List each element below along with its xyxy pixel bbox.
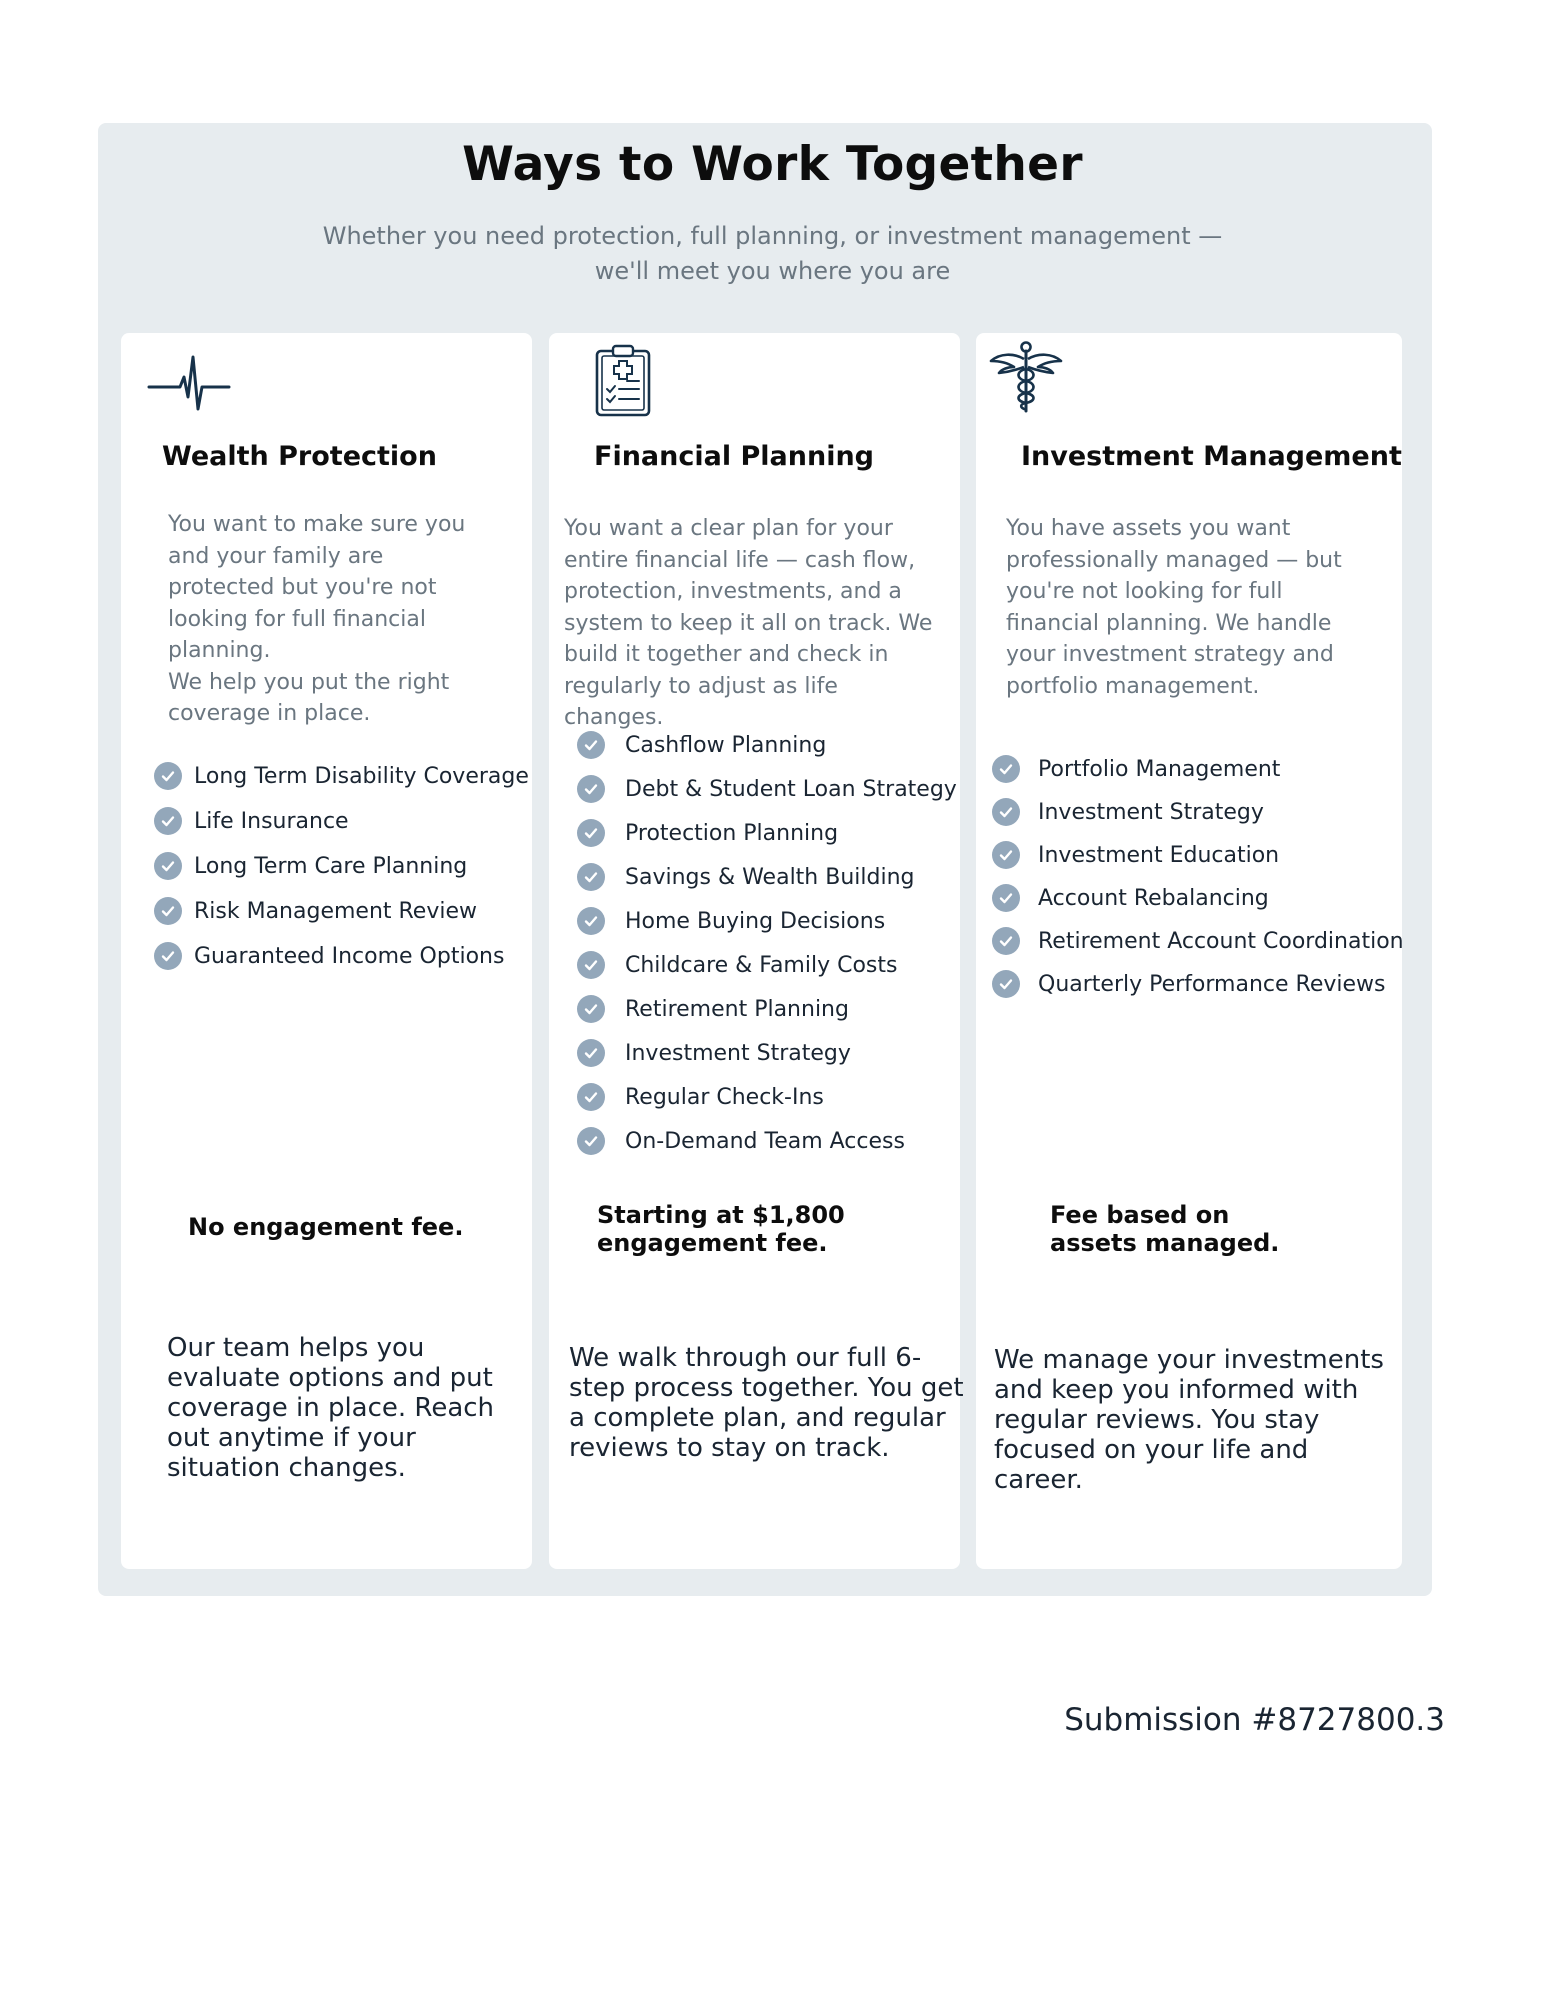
submission-number: Submission #8727800.3 (1064, 1702, 1445, 1738)
check-icon (154, 762, 182, 790)
list-item (154, 852, 529, 880)
closing-text: Our team helps you evaluate options and put coverage in place. Reach out anytime if your situation changes. (167, 1333, 495, 1483)
check-icon (992, 927, 1020, 955)
check-icon (577, 731, 605, 759)
feature-label: Childcare & Family Costs (625, 952, 898, 978)
list-item (154, 897, 529, 925)
card-investment-management (976, 333, 1402, 1569)
subtitle-line-1: Whether you need protection, full planning, or investment management — (322, 222, 1223, 250)
clipboard-icon (593, 343, 653, 423)
feature-label: On-Demand Team Access (625, 1128, 905, 1154)
feature-label: Regular Check-Ins (625, 1084, 824, 1110)
check-icon (577, 1127, 605, 1155)
check-icon (577, 907, 605, 935)
list-item (577, 1039, 957, 1067)
feature-label: Protection Planning (625, 820, 839, 846)
feature-label: Account Rebalancing (1038, 885, 1269, 911)
list-item (577, 731, 957, 759)
card-title: Financial Planning (594, 441, 875, 472)
check-icon (577, 1039, 605, 1067)
caduceus-icon (988, 339, 1064, 419)
feature-list (577, 731, 957, 1171)
fee-text: No engagement fee. (188, 1213, 464, 1241)
feature-label: Cashflow Planning (625, 732, 827, 758)
list-item (577, 819, 957, 847)
check-icon (154, 897, 182, 925)
check-icon (992, 970, 1020, 998)
feature-label: Long Term Disability Coverage (194, 763, 529, 789)
card-title: Investment Management (1021, 441, 1402, 472)
check-icon (992, 755, 1020, 783)
page-title: Ways to Work Together (462, 137, 1083, 192)
feature-label: Long Term Care Planning (194, 853, 468, 879)
feature-label: Debt & Student Loan Strategy (625, 776, 957, 802)
card-title: Wealth Protection (162, 441, 437, 472)
check-icon (577, 863, 605, 891)
list-item (577, 1083, 957, 1111)
fee-text: Fee based on assets managed. (1050, 1201, 1280, 1257)
feature-label: Life Insurance (194, 808, 349, 834)
list-item (577, 1127, 957, 1155)
check-icon (577, 995, 605, 1023)
check-icon (577, 819, 605, 847)
feature-label: Home Buying Decisions (625, 908, 886, 934)
list-item (577, 907, 957, 935)
feature-label: Retirement Planning (625, 996, 849, 1022)
list-item (154, 942, 529, 970)
list-item (577, 951, 957, 979)
list-item (992, 755, 1404, 783)
card-financial-planning (549, 333, 964, 1569)
card-description: You have assets you want professionally managed — but you're not looking for full financial planning. We handle your investment strategy and portfolio management. (1006, 516, 1342, 699)
feature-label: Portfolio Management (1038, 756, 1281, 782)
card-description-text: We help you put the right coverage in place. (168, 669, 450, 726)
list-item (154, 807, 529, 835)
feature-list (992, 755, 1404, 1013)
fee-text: Starting at $1,800 engagement fee. (597, 1201, 845, 1257)
feature-list (154, 762, 529, 987)
feature-label: Quarterly Performance Reviews (1038, 971, 1386, 997)
check-icon (992, 884, 1020, 912)
subtitle-line-2: we'll meet you where you are (594, 257, 951, 285)
list-item (992, 884, 1404, 912)
feature-label: Guaranteed Income Options (194, 943, 505, 969)
check-icon (154, 852, 182, 880)
card-wealth-protection (121, 333, 532, 1569)
closing-text: We manage your investments and keep you informed with regular reviews. You stay focused on your life and career. (994, 1345, 1384, 1495)
list-item (992, 841, 1404, 869)
feature-label: Investment Strategy (625, 1040, 851, 1066)
heartbeat-icon (147, 353, 231, 417)
check-icon (577, 951, 605, 979)
card-description-text: You want to make sure you and your family are protected but you're not looking for full financial planning. (168, 512, 466, 663)
closing-text: We walk through our full 6-step process together. You get a complete plan, and regular reviews to stay on track. (569, 1343, 964, 1463)
list-item (577, 863, 957, 891)
card-description (168, 509, 488, 730)
check-icon (992, 841, 1020, 869)
feature-label: Investment Education (1038, 842, 1280, 868)
feature-label: Savings & Wealth Building (625, 864, 915, 890)
feature-label: Retirement Account Coordination (1038, 928, 1404, 954)
check-icon (577, 775, 605, 803)
check-icon (577, 1083, 605, 1111)
feature-label: Risk Management Review (194, 898, 478, 924)
page-subtitle (300, 219, 1245, 289)
list-item (577, 995, 957, 1023)
list-item (992, 970, 1404, 998)
check-icon (154, 807, 182, 835)
feature-label: Investment Strategy (1038, 799, 1264, 825)
list-item (992, 798, 1404, 826)
check-icon (992, 798, 1020, 826)
list-item (992, 927, 1404, 955)
list-item (577, 775, 957, 803)
card-description: You want a clear plan for your entire financial life — cash flow, protection, investments, and a system to keep it all on track. We build it together and check in regularly to adjust as life changes. (564, 516, 933, 730)
check-icon (154, 942, 182, 970)
list-item (154, 762, 529, 790)
